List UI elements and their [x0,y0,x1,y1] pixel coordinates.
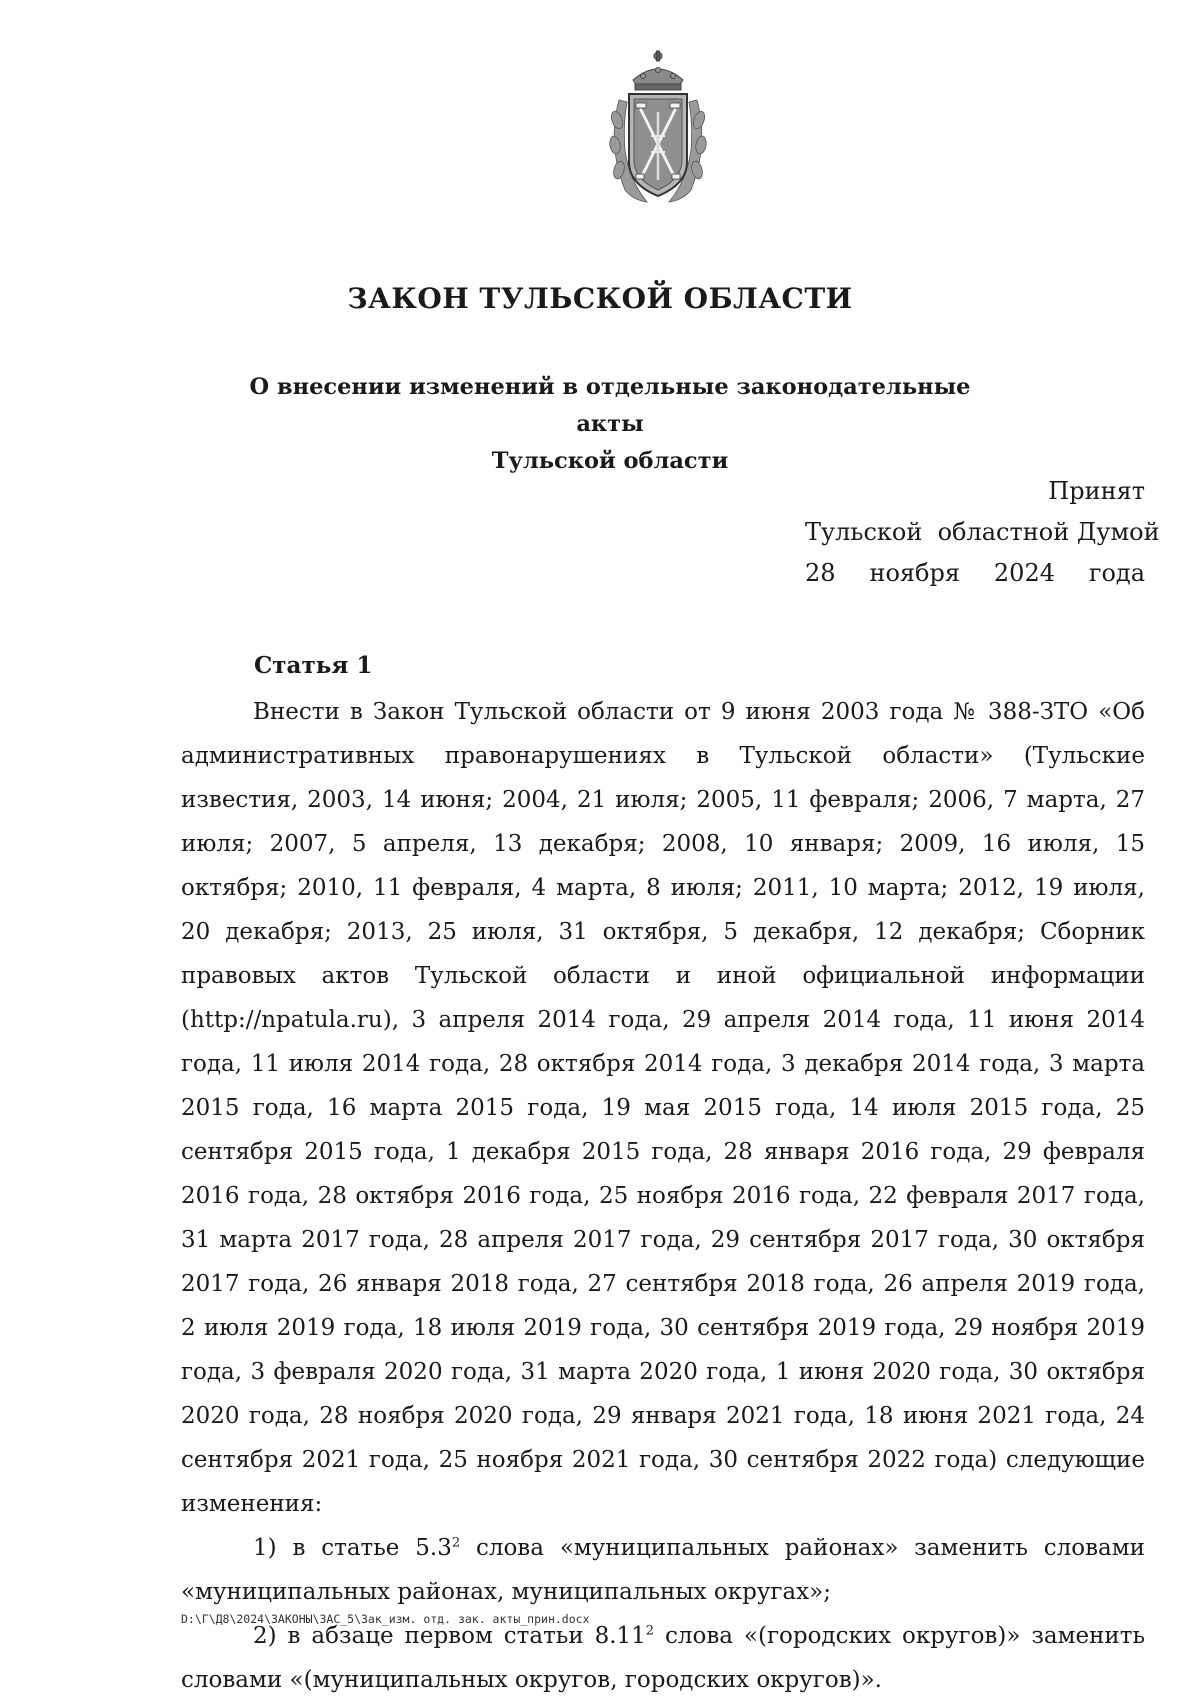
adoption-month: ноября [869,559,960,587]
item-1-superscript: 2 [451,1535,461,1551]
document-title: ЗАКОН ТУЛЬСКОЙ ОБЛАСТИ [347,282,853,315]
article-intro-paragraph: Внести в Закон Тульской области от 9 июня 2003 года № 388-ЗТО «Об административных правонарушениях в Тульской области» (Тульские известия, 2003, 14 июня; 2004, 21 июля; 2005, 11 февраля; 2006, 7 марта, 27 июля; 2007, 5 апреля, 13 декабря; 2008, 10 января; 2009, 16 июля, 15 октября; 2010, 11 февраля, 4 марта, 8 июля; 2011, 10 марта; 2012, 19 июля, 20 декабря; 2013, 25 июля, 31 октября, 5 декабря, 12 декабря; Сборник правовых актов Тульской области и иной официальной информации (http://npatula.ru), 3 апреля 2014 года, 29 апреля 2014 года, 11 июня 2014 года, 11 июля 2014 года, 28 октября 2014 года, 3 декабря 2014 года, 3 марта 2015 года, 16 марта 2015 года, 19 мая 2015 года, 14 июля 2015 года, 25 сентября 2015 года, 1 декабря 2015 года, 28 января 2016 года, 29 февраля 2016 года, 28 октября 2016 года, 25 ноября 2016 года, 22 февраля 2017 года, 31 марта 2017 года, 28 апреля 2017 года, 29 сентября 2017 года, 30 октября 2017 года, 26 января 2018 года, 27 сентября 2018 года, 26 апреля 2019 года, 2 июля 2019 года, 18 июля 2019 года, 30 сентября 2019 года, 29 ноября 2019 года, 3 февраля 2020 года, 31 марта 2020 года, 1 июня 2020 года, 30 октября 2020 года, 28 ноября 2020 года, 29 января 2021 года, 18 июня 2021 года, 24 сентября 2021 года, 25 ноября 2021 года, 30 сентября 2022 года) следующие изменения: [181,699,1145,1517]
adoption-block [805,471,1160,594]
subtitle-line-2: Тульской области [491,448,729,474]
item-1-text-end: слова «муниципальных районах» заменить словами «муниципальных районах, муниципальных округах»; [181,1535,1145,1605]
adoption-year-word: года [1088,559,1145,587]
item-2-superscript: 2 [645,1623,655,1639]
file-path-footer: D:\Г\Д8\2024\ЗАКОНЫ\ЗАС_5\Зак_изм. отд. зак. акты_прин.docx [181,1612,590,1626]
tula-coat-of-arms-icon [603,50,713,208]
article-item-2 [181,1614,1145,1702]
adoption-line-1: Принят [1048,477,1145,505]
article-body [181,690,1145,1702]
item-1-text-start: 1) в статье 5.3 [253,1535,452,1561]
adoption-date [805,553,1145,594]
adoption-day: 28 [805,559,836,587]
article-item-1 [181,1526,1145,1614]
subtitle-line-1: О внесении изменений в отдельные законодательные акты [249,374,971,437]
item-2-text-start: 2) в абзаце первом статьи 8.11 [253,1623,646,1649]
adoption-line-2: Тульской областной Думой [805,518,1160,546]
adoption-year: 2024 [993,559,1055,587]
article-heading: Статья 1 [254,652,373,679]
document-subtitle [220,369,1000,480]
item-2-text-end: слова «(городских округов)» заменить словами «(муниципальных округов, городских округов)». [181,1623,1145,1693]
